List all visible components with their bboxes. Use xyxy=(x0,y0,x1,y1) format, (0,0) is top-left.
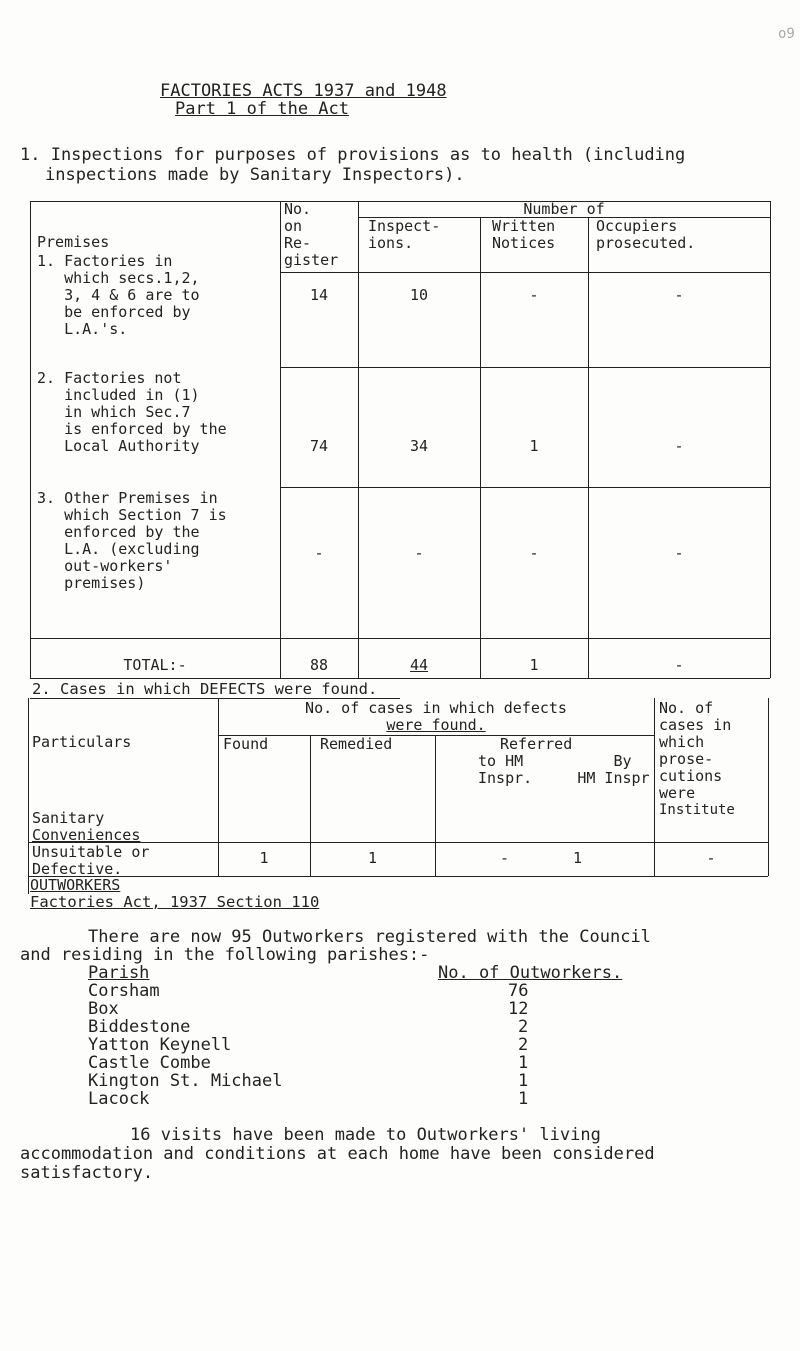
total-register: 88 xyxy=(309,656,329,674)
parish-name: Lacock xyxy=(88,1089,150,1109)
col-inspections-header-1: Inspect- xyxy=(368,217,441,235)
row-label-line: L.A.'s. xyxy=(37,320,128,338)
row-label-line: be enforced by xyxy=(37,303,191,321)
row-label-line: out-workers' xyxy=(37,557,173,575)
total-notices: 1 xyxy=(529,656,539,674)
row-label-line: Sanitary xyxy=(32,809,105,827)
col-prosecuted-header-1: Occupiers xyxy=(596,217,678,235)
closing-line2: accommodation and conditions at each home have been considered xyxy=(20,1144,655,1164)
row-label-line: 3, 4 & 6 are to xyxy=(37,286,200,304)
row-label-line: L.A. (excluding xyxy=(37,540,200,558)
col-prosecutions-header-7: Institute xyxy=(659,802,735,818)
outworkers-para-line2: and residing in the following parishes:- xyxy=(20,945,430,965)
outworkers-para-line1: There are now 95 Outworkers registered with the Council xyxy=(88,927,651,947)
row-label-line: 2. Factories not xyxy=(37,369,182,387)
page-subtitle: Part 1 of the Act xyxy=(175,99,349,119)
row-label-line: Defective. xyxy=(32,860,123,878)
parish-count: 12 xyxy=(508,999,529,1019)
outworkers-subheading: Factories Act, 1937 Section 110 xyxy=(30,893,320,911)
col-group-header-2: were found. xyxy=(386,716,486,734)
register-value: 74 xyxy=(309,437,329,455)
row-label-line: premises) xyxy=(37,574,146,592)
total-prosecuted: - xyxy=(674,656,684,674)
col-referred-header-3: Inspr. HM Inspr xyxy=(478,769,650,787)
col-prosecutions-header-6: were xyxy=(659,784,696,802)
row-label-line: included in (1) xyxy=(37,386,200,404)
row-label-line: enforced by the xyxy=(37,523,200,541)
outworkers-heading: OUTWORKERS xyxy=(30,876,121,894)
col-particulars-header: Particulars xyxy=(32,733,132,751)
col-prosecutions-header-5: cutions xyxy=(659,767,723,785)
corner-mark: o9 xyxy=(778,26,795,42)
col-prosecutions-header-3: which xyxy=(659,733,705,751)
row-label-line: Conveniences xyxy=(32,826,141,844)
notices-value: - xyxy=(529,286,539,304)
inspections-value: 10 xyxy=(409,286,429,304)
row-label-line: is enforced by the xyxy=(37,420,227,438)
col-referred-header-2: to HM By xyxy=(478,752,632,770)
notices-value: - xyxy=(529,544,539,562)
to-hm-value: - xyxy=(500,849,510,867)
section2-heading: 2. Cases in which DEFECTS were found. xyxy=(32,680,378,698)
col-found-header: Found xyxy=(223,735,269,753)
by-hm-value: 1 xyxy=(573,849,583,867)
remedied-value: 1 xyxy=(367,849,378,867)
col-register-header-1: No. xyxy=(284,200,312,218)
col-premises-header: Premises xyxy=(37,233,110,251)
col-remedied-header: Remedied xyxy=(320,735,393,753)
row-label-line: 1. Factories in xyxy=(37,252,173,270)
page-title: FACTORIES ACTS 1937 and 1948 xyxy=(160,81,447,101)
row-label-line: Unsuitable or xyxy=(32,843,150,861)
parish-name: Castle Combe xyxy=(88,1053,211,1073)
parish-count: 1 xyxy=(518,1053,529,1073)
prosecuted-value: - xyxy=(674,437,684,455)
prosecuted-value: - xyxy=(674,286,684,304)
col-prosecutions-header-1: No. of xyxy=(659,699,714,717)
prosecuted-value: - xyxy=(674,544,684,562)
parish-count: 2 xyxy=(518,1017,529,1037)
parish-name: Corsham xyxy=(88,981,160,1001)
section1-heading-line1: 1. Inspections for purposes of provisions as to health (including xyxy=(20,145,686,165)
closing-line1: 16 visits have been made to Outworkers' living xyxy=(130,1125,601,1145)
col-referred-header-1: Referred xyxy=(500,735,573,753)
found-value: 1 xyxy=(259,849,269,867)
register-value: - xyxy=(314,544,324,562)
register-value: 14 xyxy=(309,286,329,304)
parish-count: 76 xyxy=(508,981,529,1001)
col-number-of-header: Number of xyxy=(523,200,605,218)
closing-line3: satisfactory. xyxy=(20,1163,154,1183)
inspections-value: - xyxy=(414,544,424,562)
col-inspections-header-2: ions. xyxy=(368,234,414,252)
row-label-line: 3. Other Premises in xyxy=(37,489,218,507)
col-notices-header-2: Notices xyxy=(492,234,556,252)
col-parish-header: Parish xyxy=(88,963,150,983)
col-count-header: No. of Outworkers. xyxy=(438,963,623,983)
parish-count: 1 xyxy=(518,1071,529,1091)
col-register-header-2: on xyxy=(284,217,303,235)
parish-name: Box xyxy=(88,999,119,1019)
row-label-line: in which Sec.7 xyxy=(37,403,191,421)
parish-name: Biddestone xyxy=(88,1017,191,1037)
col-prosecuted-header-2: prosecuted. xyxy=(596,234,696,252)
parish-count: 1 xyxy=(518,1089,529,1109)
parish-count: 2 xyxy=(518,1035,529,1055)
col-prosecutions-header-2: cases in xyxy=(659,716,732,734)
section1-heading-line2: inspections made by Sanitary Inspectors). xyxy=(45,165,465,185)
parish-name: Yatton Keynell xyxy=(88,1035,232,1055)
row-label-line: which secs.1,2, xyxy=(37,269,200,287)
col-register-header-3: Re- xyxy=(284,234,312,252)
col-group-header-1: No. of cases in which defects xyxy=(305,699,567,717)
total-label: TOTAL:- xyxy=(123,656,187,674)
total-inspections: 44 xyxy=(409,656,429,674)
inspections-value: 34 xyxy=(409,437,429,455)
col-notices-header-1: Written xyxy=(492,217,556,235)
notices-value: 1 xyxy=(529,437,539,455)
prosecutions-value: - xyxy=(706,849,716,867)
col-prosecutions-header-4: prose- xyxy=(659,750,714,768)
row-label-line: which Section 7 is xyxy=(37,506,227,524)
parish-name: Kington St. Michael xyxy=(88,1071,283,1091)
col-register-header-4: gister xyxy=(284,251,339,269)
row-label-line: Local Authority xyxy=(37,437,200,455)
